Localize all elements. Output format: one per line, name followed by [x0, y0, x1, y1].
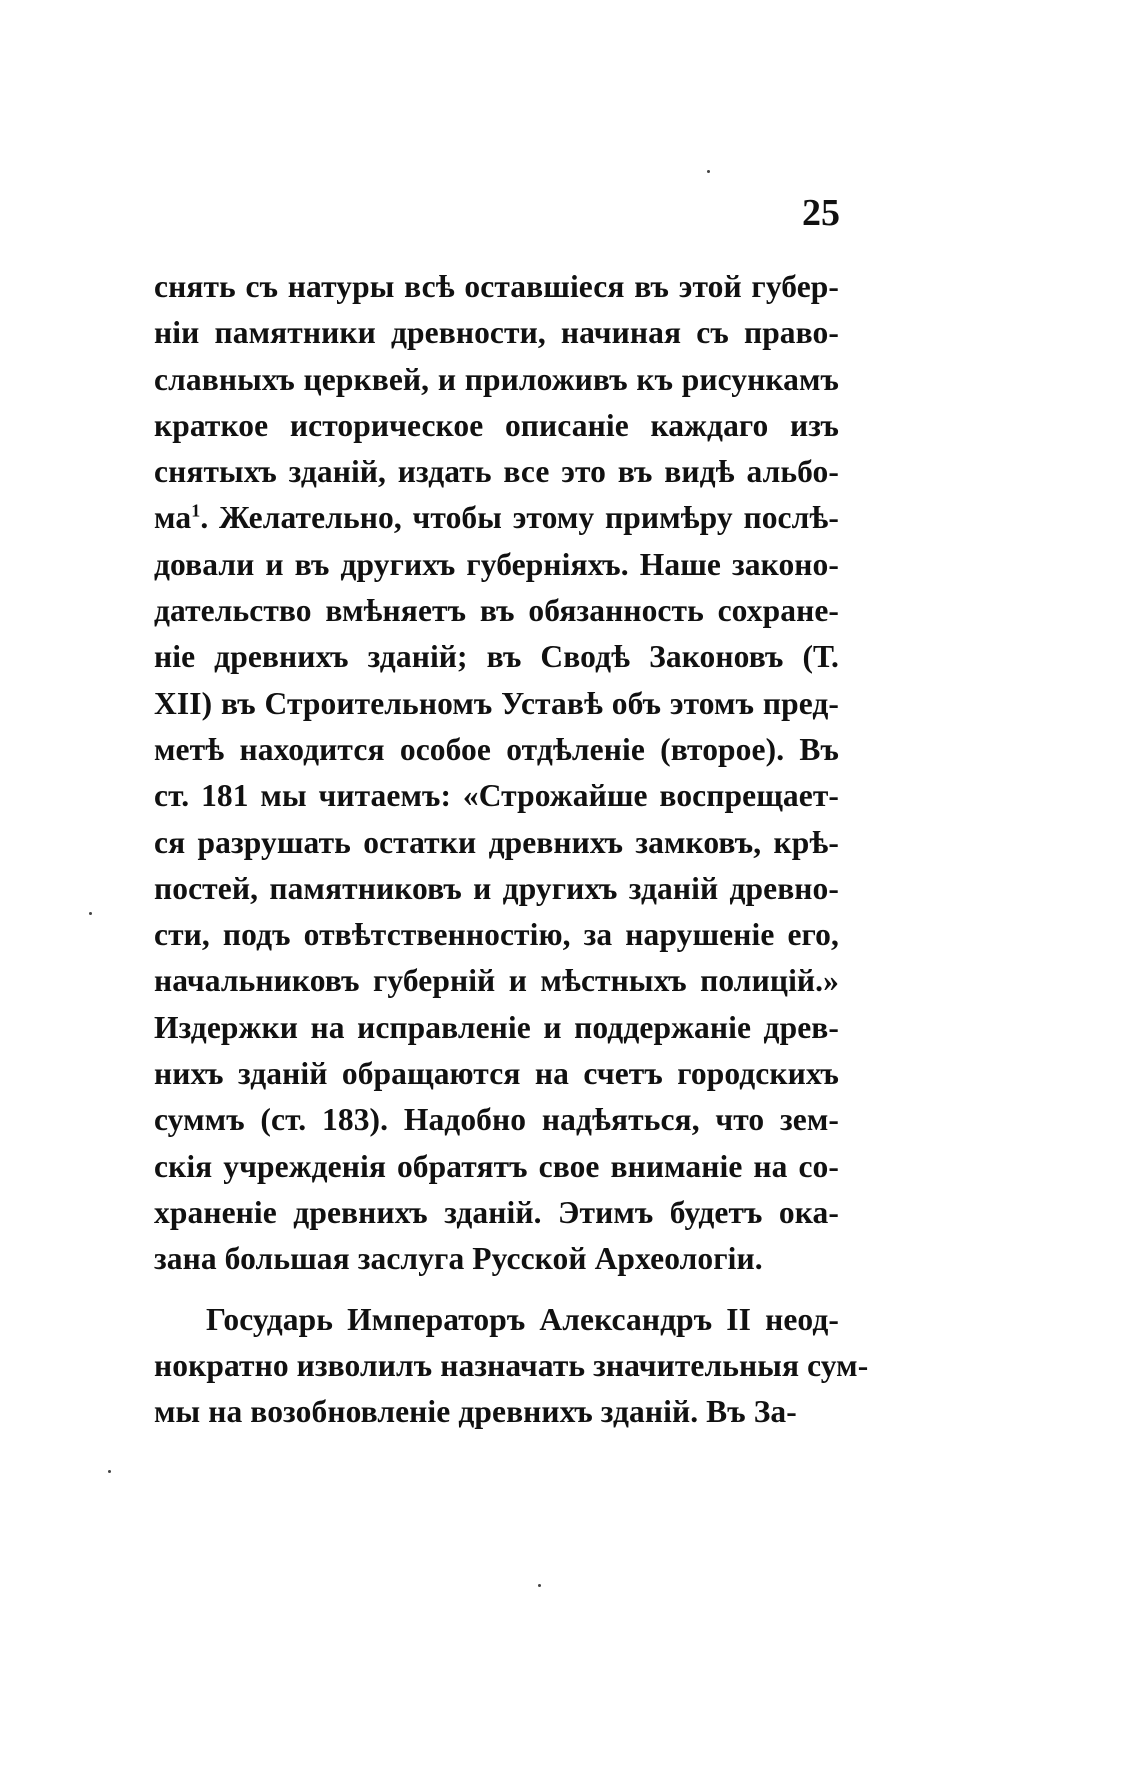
text-line: метѣ находится особое отдѣленiе (второе). Въ: [154, 731, 839, 767]
scan-speck: [108, 1470, 111, 1473]
text-fragment: ма: [154, 500, 192, 536]
text-line: ся разрушать остатки древнихъ замковъ, крѣ-: [154, 824, 839, 860]
text-line-with-footnote: [154, 495, 839, 541]
text-line: сти, подъ отвѣтственностiю, за нарушенiе его,: [154, 917, 839, 953]
text-line: нократно изволилъ назначать значительныя сум-: [154, 1347, 869, 1383]
text-line: снять съ натуры всѣ оставшiеся въ этой губер-: [154, 269, 839, 304]
text-line: зана большая заслуга Русской Археологiи.: [154, 1241, 763, 1277]
text-line: скiя учрежденiя обратятъ свое вниманiе на со-: [154, 1148, 839, 1184]
scan-speck: [707, 170, 710, 173]
text-line: краткое историческое описанiе каждаго изъ: [154, 407, 839, 443]
text-line: славныхъ церквей, и приложивъ къ рисункамъ: [154, 361, 839, 397]
text-line: Издержки на исправленiе и поддержанiе древ-: [154, 1009, 839, 1045]
text-line: суммъ (ст. 183). Надобно надѣяться, что зем-: [154, 1102, 839, 1138]
text-line: мы на возобновленiе древнихъ зданiй. Въ За-: [154, 1394, 797, 1430]
text-line: храненiе древнихъ зданiй. Этимъ будетъ ока-: [154, 1194, 839, 1230]
text-line: XII) въ Строительномъ Уставѣ объ этомъ пред-: [154, 685, 839, 721]
page-number: 25: [802, 192, 840, 234]
text-line: нiе древнихъ зданiй; въ Сводѣ Законовъ (Т.: [154, 639, 839, 675]
scan-speck: [538, 1584, 541, 1587]
footnote-marker: 1: [191, 500, 201, 521]
text-line: Государь Императоръ Александръ II неод-: [206, 1301, 839, 1337]
text-line: постей, памятниковъ и другихъ зданiй древно-: [154, 870, 839, 906]
text-line: ст. 181 мы читаемъ: «Строжайше воспрещает-: [154, 778, 839, 814]
text-fragment: . Желательно, чтобы этому примѣру послѣ-: [200, 500, 839, 536]
text-line: начальниковъ губернiй и мѣстныхъ полицiй.»: [154, 963, 839, 999]
text-line: нихъ зданiй обращаются на счетъ городскихъ: [154, 1056, 839, 1092]
scan-speck: [89, 912, 92, 915]
text-line: довали и въ другихъ губернiяхъ. Наше законо-: [154, 546, 839, 582]
text-line: снятыхъ зданiй, издать все это въ видѣ альбо-: [154, 454, 839, 490]
body-text: [154, 264, 869, 1435]
text-line: нiи памятники древности, начиная съ право-: [154, 315, 839, 351]
text-line: дательство вмѣняетъ въ обязанность сохране-: [154, 593, 839, 629]
